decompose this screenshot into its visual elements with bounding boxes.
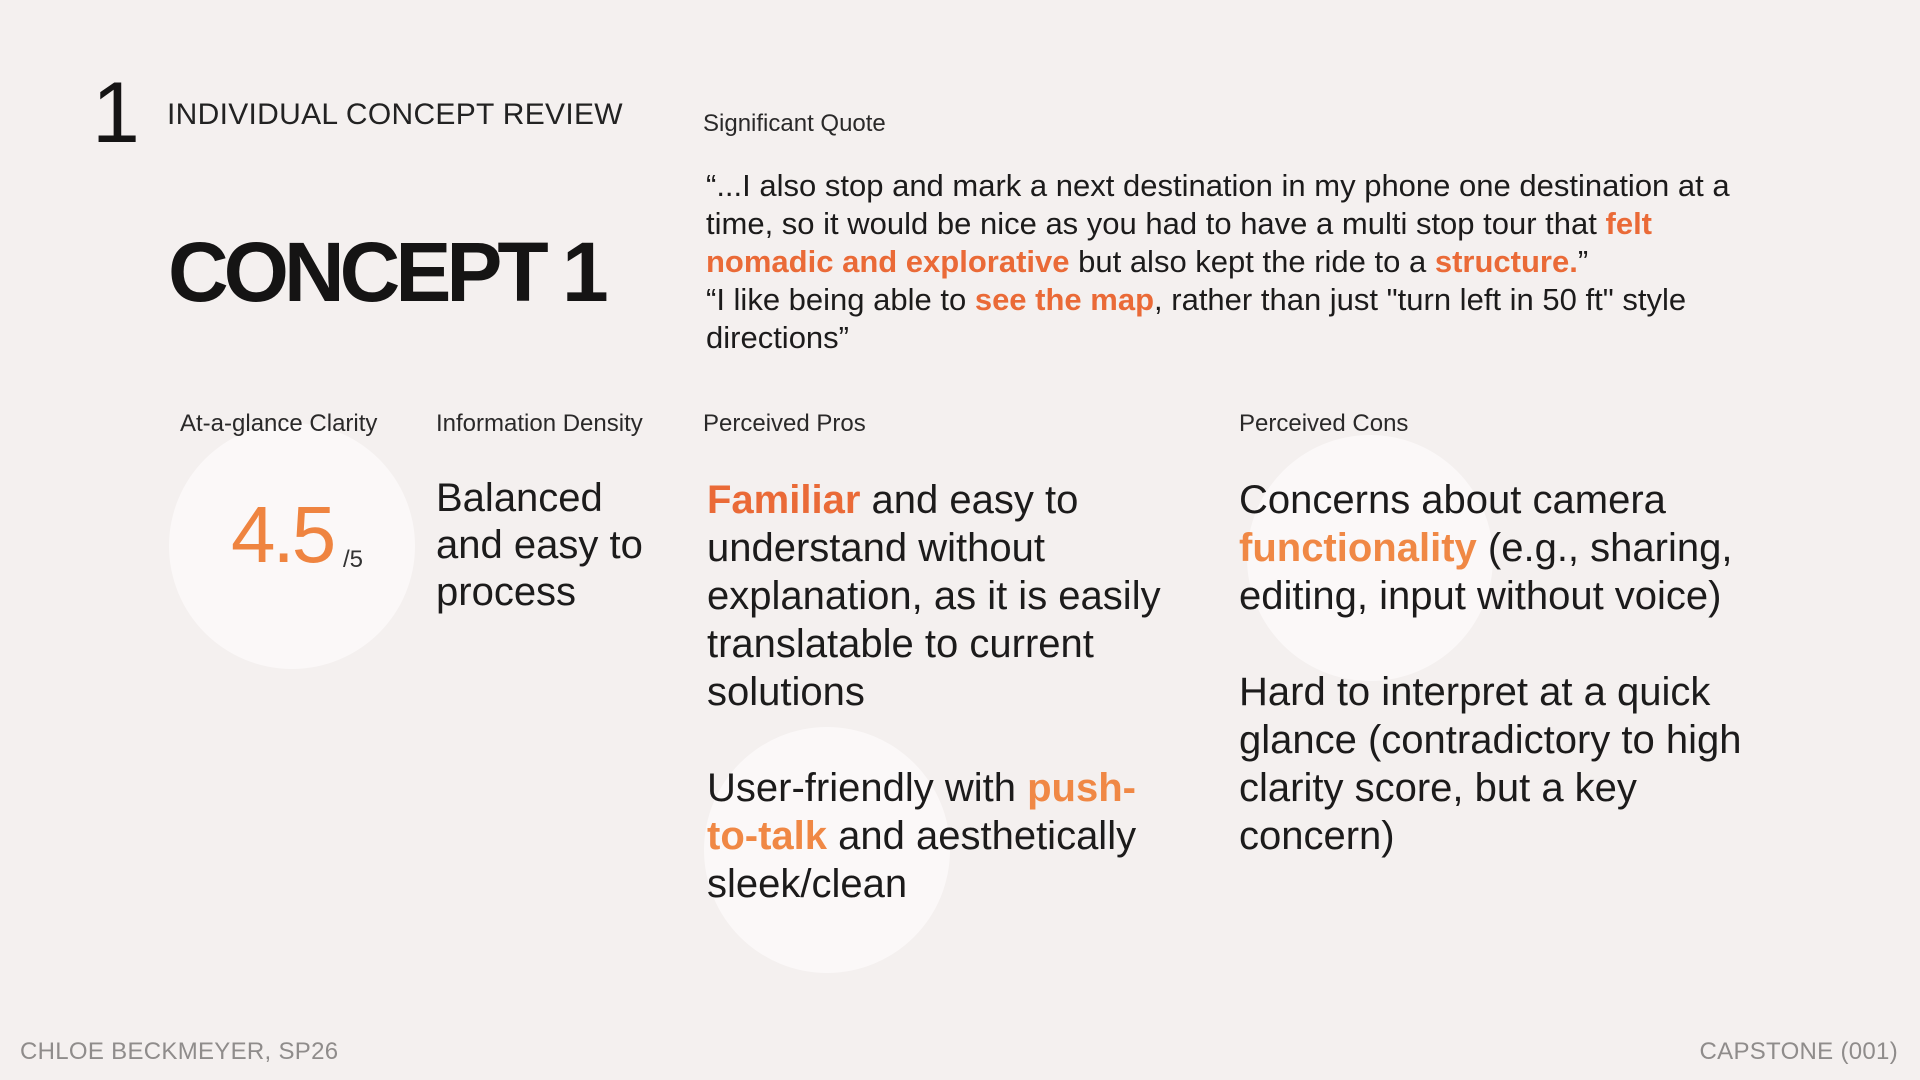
density-value: Balanced and easy to process <box>436 476 643 614</box>
quote-highlight: felt nomadic and explorative <box>706 206 1652 279</box>
body-text: and aesthetically sleek/clean <box>707 814 1137 906</box>
pros-label: Perceived Pros <box>703 410 866 437</box>
footer-course: CAPSTONE (001) <box>1699 1038 1898 1065</box>
con-item <box>1239 668 1799 860</box>
density-label: Information Density <box>436 410 643 437</box>
footer-author: CHLOE BECKMEYER, SP26 <box>20 1038 339 1065</box>
body-text: User-friendly with <box>707 766 1028 810</box>
concept-title: CONCEPT 1 <box>168 225 604 319</box>
clarity-label: At-a-glance Clarity <box>180 410 378 437</box>
pro-item <box>707 476 1187 716</box>
quote-highlight: structure. <box>1434 244 1578 279</box>
pro-item <box>707 764 1187 908</box>
quote-segment: “...I also stop and mark a next destination in my phone one destination at a time, so it would be nice as you had to have a multi stop tour that <box>706 168 1730 241</box>
clarity-score: 4.5 <box>231 490 334 579</box>
highlight-text: push-to-talk <box>707 766 1136 858</box>
clarity-score-max: /5 <box>343 546 364 573</box>
quote-text <box>706 167 1786 357</box>
quote-segment: , rather than just "turn left in 50 ft" style directions” <box>706 282 1687 355</box>
quote-segment: ” <box>1577 244 1589 279</box>
con-item <box>1239 476 1799 620</box>
body-text: (e.g., sharing, editing, input without voice) <box>1239 526 1733 618</box>
body-text: and easy to understand without explanation, as it is easily translatable to current solutions <box>707 478 1161 714</box>
slide-number: 1 <box>92 65 140 161</box>
highlight-text: functionality <box>1239 526 1477 570</box>
section-title: INDIVIDUAL CONCEPT REVIEW <box>167 98 623 131</box>
quote-highlight: see the map <box>974 282 1155 317</box>
quote-segment: “I like being able to <box>706 282 975 317</box>
highlight-text: Familiar <box>707 478 861 522</box>
body-text: Concerns about camera <box>1239 478 1666 522</box>
cons-label: Perceived Cons <box>1239 410 1409 437</box>
quote-segment: but also kept the ride to a <box>1069 244 1435 279</box>
quote-label: Significant Quote <box>703 110 886 137</box>
body-text: Hard to interpret at a quick glance (contradictory to high clarity score, but a key concern) <box>1239 670 1742 858</box>
